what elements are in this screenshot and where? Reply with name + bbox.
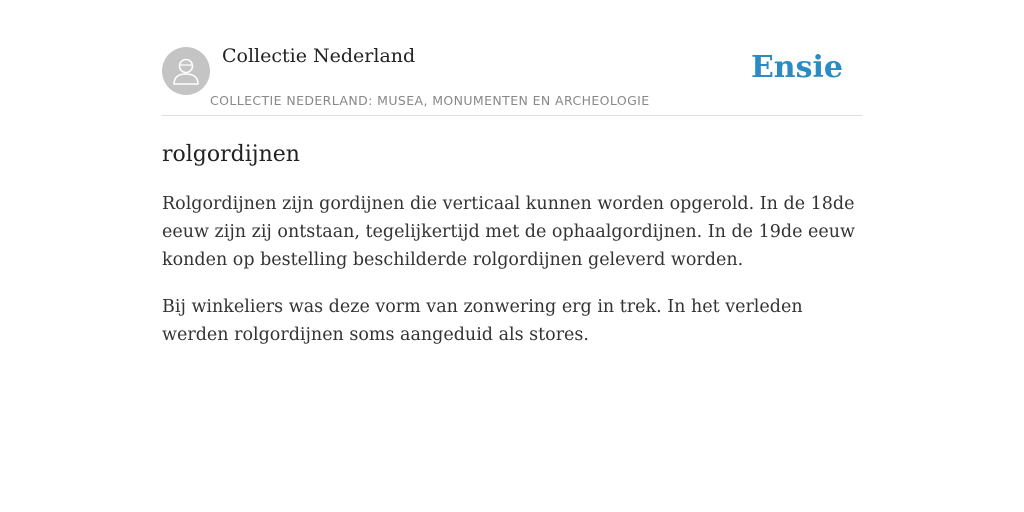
page-header bbox=[162, 0, 862, 116]
ensie-logo[interactable]: Ensie bbox=[750, 50, 843, 85]
source-subtitle[interactable]: COLLECTIE NEDERLAND: MUSEA, MONUMENTEN EN ARCHEOLOGIE bbox=[210, 93, 650, 108]
user-icon bbox=[162, 47, 210, 95]
article-paragraph: Rolgordijnen zijn gordijnen die verticaal kunnen worden opgerold. In de 18de eeuw zijn zij ontstaan, tegelijkertijd met de ophaalgordijnen. In de 19de eeuw konden op bestelling beschilderde rolgordijnen geleverd worden. bbox=[162, 194, 855, 270]
article-title: rolgordijnen bbox=[162, 142, 300, 167]
avatar[interactable] bbox=[162, 47, 210, 95]
content-container bbox=[162, 0, 862, 349]
author-name[interactable]: Collectie Nederland bbox=[222, 45, 416, 67]
article-paragraph: Bij winkeliers was deze vorm van zonwering erg in trek. In het verleden werden rolgordijnen soms aangeduid als stores. bbox=[162, 297, 803, 345]
